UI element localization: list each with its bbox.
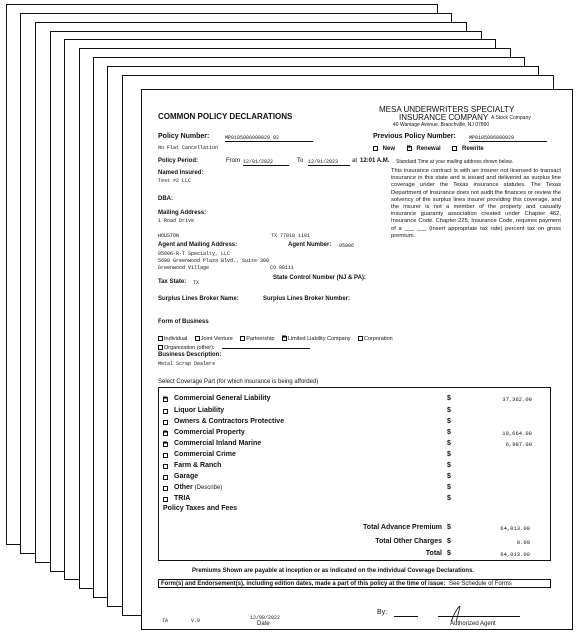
total-other-charges-label: Total Other Charges [375,538,442,545]
agent-number-value: 05006 [339,243,355,249]
currency-sign: $ [447,418,451,425]
corporation-label: Corporation [363,336,393,342]
coverage-row-inland-marine [163,440,548,450]
period-time-note: Standard Time at your mailing address shown below. [396,159,514,165]
coverage-row-other [163,484,548,494]
currency-sign: $ [447,538,451,545]
coverage-row-property [163,429,548,439]
surplus-lines-notice: This insurance contract is with an insurer not licensed to transact insurance in this state and is issued and delivered as surplus line coverage under the Texas insurance statutes. The Texas Department of Insurance does not audit the finances or review the solvency of the surplus lines insurer providing this coverage, and the insurer is not a member of the property and casualty insurance guaranty association created under Chapter 462, Insurance Code. Chapter 225, Insurance Code, requires payment of a ___ ___ (insert appropriate tax rate) percent tax on gross premium. [391,168,561,239]
farm-checkbox[interactable] [163,464,168,469]
coverage-name: Liquor Liability [174,407,225,414]
coverage-name: Commercial Inland Marine [174,440,262,447]
coverage-row-garage [163,473,548,483]
cgl-checkbox[interactable] [163,397,168,402]
coverage-row-crime [163,451,548,461]
new-label: New [382,146,396,153]
coverage-name: Farm & Ranch [174,462,222,469]
currency-sign: $ [447,473,451,480]
tria-checkbox[interactable] [163,497,168,502]
organization-other-label: Organization (other): [164,345,215,351]
forms-endorsements-label: Form(s) and Endorsement(s), including edition dates, made a part of this policy at the time of issue: [161,581,446,587]
coverage-name: Garage [174,473,199,480]
currency-sign: $ [447,524,451,531]
currency-sign: $ [447,451,451,458]
policy-period-label: Policy Period: [158,158,199,164]
currency-sign: $ [447,395,451,402]
total-label: Total [425,550,442,557]
company-name-line2: INSURANCE COMPANY [399,113,489,122]
organization-other-field[interactable] [222,348,310,349]
named-insured-label: Named Insured: [158,170,204,176]
mailing-state-zip: TX 77018 1101 [271,233,311,239]
currency-sign: $ [447,407,451,414]
agent-line1: 05006-R-T Specialty, LLC [158,251,231,257]
named-insured-value: Test #2 LLC [158,178,192,184]
at-label: at [352,158,358,164]
issue-date: 12/08/2022 [250,615,281,621]
organization-other-checkbox[interactable] [158,345,163,350]
coverage-table [158,387,551,561]
mailing-address-line1: 1 Road Drive [158,218,195,224]
coverage-name: TRIA [174,495,191,502]
coverage-name: Other [174,484,193,491]
tax-state-label: Tax State: [158,279,187,285]
renewal-checkbox[interactable] [407,146,412,151]
other-checkbox[interactable] [163,486,168,491]
coverage-header: Select Coverage Part (for which insurance is being afforded) [158,379,319,385]
to-label: To [297,158,304,164]
business-description-value: Metal Scrap Dealers [158,361,216,367]
currency-sign: $ [447,484,451,491]
mailing-city: HOUSTON [158,233,180,239]
garage-checkbox[interactable] [163,475,168,480]
from-label: From [226,158,240,164]
agent-number-label: Agent Number: [288,242,332,248]
business-description-label: Business Description: [158,352,222,358]
new-checkbox[interactable] [373,146,378,151]
authorized-agent-label: Authorized Agent [450,621,496,627]
rewrite-label: Rewrite [462,146,484,153]
form-of-business-label: Form of Business [158,319,209,325]
rewrite-checkbox[interactable] [452,146,457,151]
forms-endorsements-row [158,579,551,588]
total-other-charges-value: 0.00 [516,539,530,546]
agent-state-zip: CO 80111 [270,265,295,271]
coverage-amount: 6,987.00 [505,441,532,448]
total-advance-premium-label: Total Advance Premium [363,524,442,531]
partnership-label: Partnership [246,336,275,342]
currency-sign: $ [447,550,451,557]
coverage-amount: 37,362.00 [502,396,532,403]
policy-number-label: Policy Number: [158,133,210,140]
policy-number-value: MP0105006000029 02 [225,135,313,142]
coverage-row-cgl [163,395,548,405]
inland-marine-checkbox[interactable] [163,442,168,447]
property-checkbox[interactable] [163,431,168,436]
declarations-page [141,89,573,630]
surplus-broker-number-label: Surplus Lines Broker Number: [263,296,351,302]
joint-venture-label: Joint Venture [200,336,233,342]
state-control-label: State Control Number (NJ & PA): [273,275,366,281]
dba-label: DBA: [158,196,173,202]
coverage-row-tria [163,495,548,505]
form-version: V.0 [191,618,201,624]
forms-endorsements-value: See Schedule of Forms [449,581,512,587]
agent-line2: 5680 Greenwood Plaza Blvd., Suite 300 [158,258,270,264]
premium-note: Premiums Shown are payable at inception or as indicated on the individual Coverage Declarations. [192,568,475,574]
currency-sign: $ [447,495,451,502]
coverage-name: Commercial Property [174,429,245,436]
period-from-value: 12/01/2022 [243,159,289,166]
corporation-checkbox[interactable] [358,336,363,341]
currency-sign: $ [447,462,451,469]
total-advance-premium-value: 64,013.00 [500,525,530,532]
crime-checkbox[interactable] [163,453,168,458]
period-to-value: 12/01/2023 [308,159,350,166]
policy-taxes-label: Policy Taxes and Fees [163,505,238,512]
agent-city: Greenwood Village [158,265,210,271]
renewal-label: Renewal [416,146,441,153]
policy-type-options [373,146,484,152]
total-value: 64,013.00 [500,551,530,558]
company-stock-note: A Stock Company [491,115,531,121]
coverage-row-farm [163,462,548,472]
coverage-amount: 19,664.00 [502,430,532,437]
currency-sign: $ [447,429,451,436]
coverage-name: Commercial Crime [174,451,236,458]
company-address: 40 Wantage Avenue, Branchville, NJ 07890 [393,122,490,128]
mailing-address-label: Mailing Address: [158,210,207,216]
liquor-checkbox[interactable] [163,409,168,414]
surplus-broker-name-label: Surplus Lines Broker Name: [158,296,239,302]
previous-policy-label: Previous Policy Number: [373,133,456,140]
ocp-checkbox[interactable] [163,420,168,425]
agent-address-label: Agent and Mailing Address: [158,242,238,248]
by-signature-line [394,616,418,617]
date-label: Date [257,621,270,627]
llc-label: Limited Liability Company [287,336,351,342]
tax-state-value: TX [193,280,200,286]
company-name-line1: MESA UNDERWRITERS SPECIALTY [379,105,515,114]
by-label: By: [377,609,388,616]
page-title: COMMON POLICY DECLARATIONS [158,112,293,121]
individual-label: Individual [164,336,188,342]
coverage-name: Owners & Contractors Protective [174,418,285,425]
previous-policy-value: MP0105006000029 [469,135,547,142]
coverage-row-ocp [163,418,548,428]
currency-sign: $ [447,440,451,447]
period-time: 12:01 A.M. [360,158,390,164]
no-flat-cancellation: No Flat Cancellation [158,145,219,151]
coverage-name: Commercial General Liability [174,395,271,402]
form-code: TA [162,618,169,624]
coverage-desc: (Describe) [194,485,223,491]
coverage-row-liquor [163,407,548,417]
